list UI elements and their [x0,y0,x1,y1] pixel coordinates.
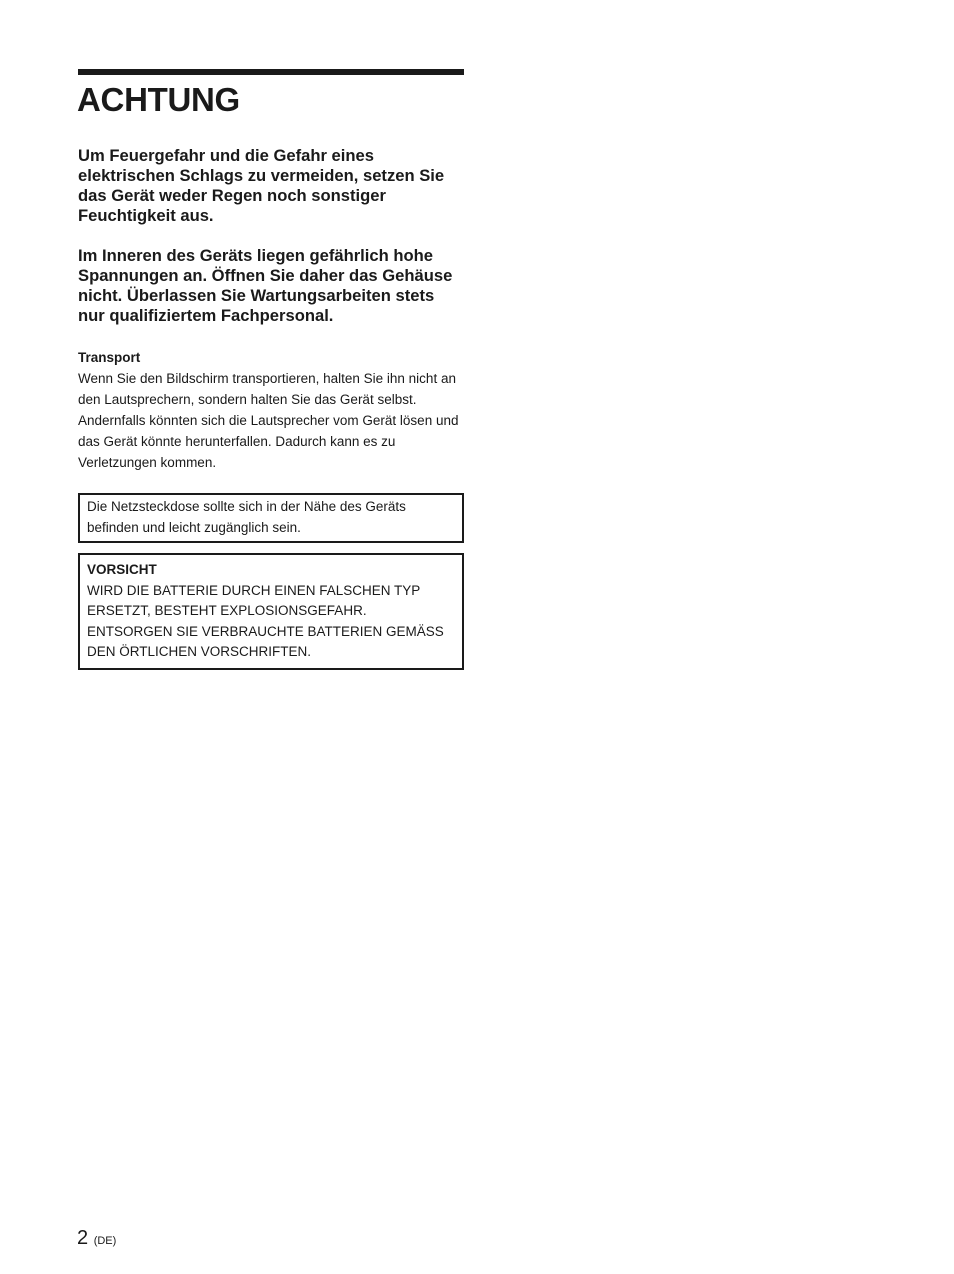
fire-shock-warning: Um Feuergefahr und die Gefahr eines elektrischen Schlags zu vermeiden, setzen Sie das Gerät weder Regen noch sonstiger Feuchtigkeit aus. [78,146,445,225]
page-footer [77,1226,116,1253]
outlet-notice-box [78,493,464,543]
caution-heading: VORSICHT [87,562,157,577]
caution-text: WIRD DIE BATTERIE DURCH EINEN FALSCHEN TYP ERSETZT, BESTEHT EXPLOSIONSGEFAHR. ENTSORGEN SIE VERBRAUCHTE BATTERIEN GEMÄSS DEN ÖRTLICHEN VORSCHRIFTEN. [87,582,444,659]
high-voltage-warning: Im Inneren des Geräts liegen gefährlich hohe Spannungen an. Öffnen Sie daher das Gehäuse nicht. Überlassen Sie Wartungsarbeiten stets nur qualifiziertem Fachpersonal. [78,246,453,325]
title-rule [78,69,464,75]
outlet-notice-text: Die Netzsteckdose sollte sich in der Nähe des Geräts befinden und leicht zugänglich sein. [87,499,406,535]
transport-text: Wenn Sie den Bildschirm transportieren, halten Sie ihn nicht an den Lautsprechern, sondern halten Sie das Gerät selbst. Andernfalls könnten sich die Lautsprecher vom Gerät lösen und das Gerät könnte herunterfallen. Dadurch kann es zu Verletzungen kommen. [78,371,459,470]
content-column [78,69,464,670]
page-title: ACHTUNG [77,81,240,118]
transport-heading: Transport [78,350,141,365]
page-number: 2 [77,1227,89,1249]
language-code: (DE) [93,1235,117,1247]
battery-caution-box [78,553,464,670]
